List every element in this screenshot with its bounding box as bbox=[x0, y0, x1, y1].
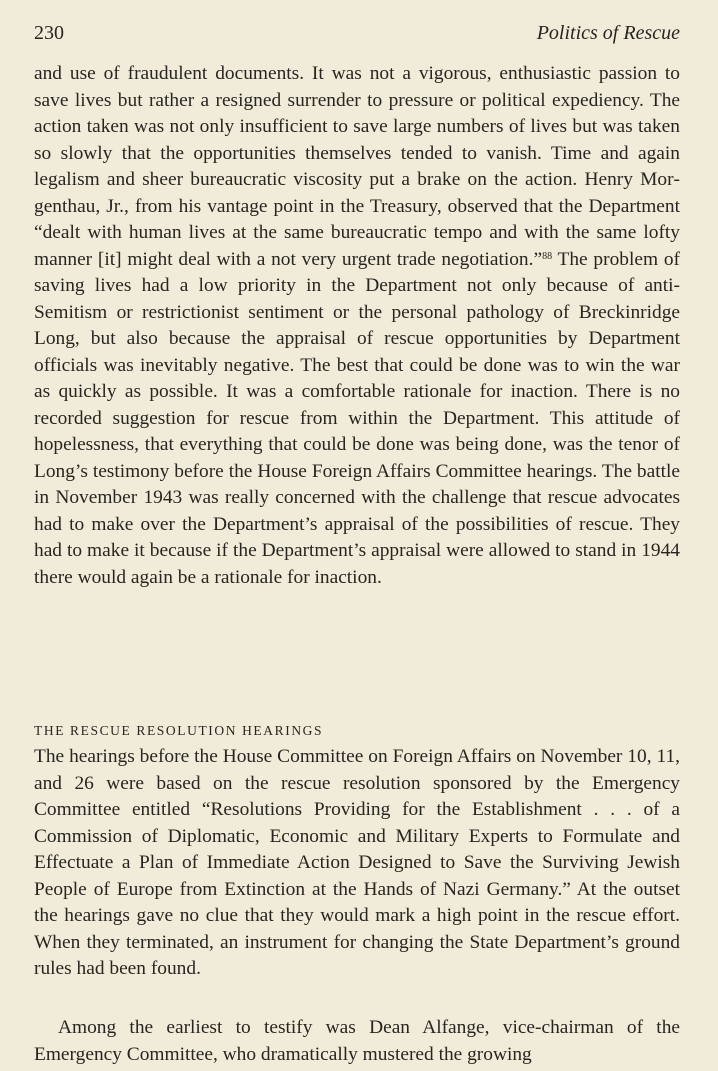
section-heading: THE RESCUE RESOLUTION HEARINGS bbox=[34, 723, 324, 738]
body-paragraph-3: Among the earliest to testify was Dean Alfange, vice-chairman of the Emergency Committee, who dramatically mustered the growing bbox=[34, 1017, 680, 1065]
page-number: 230 bbox=[34, 22, 64, 44]
body-paragraph-2: The hearings before the House Committee on Foreign Affairs on November 10, 11, and 26 were based on the rescue resolution sponsored by the Emergency Committee entitled “Resolutions Providing for the Establishment . . . of a Commission of Diplomatic, Economic and Military Experts to Formulate and Effectuate a Plan of Immediate Action Designed to Save the Surviving Jewish People of Europe from Extinction at the Hands of Nazi Germany.” At the outset the hearings gave no clue that they would mark a high point in the rescue effort. When they terminated, an instrument for changing the State Department’s ground rules had been found. bbox=[34, 746, 680, 979]
running-title: Politics of Rescue bbox=[536, 22, 680, 44]
footnote-reference: 88 bbox=[542, 250, 553, 262]
running-head bbox=[34, 20, 680, 46]
book-page bbox=[34, 0, 680, 1071]
paragraph-1-text-before-ref: and use of fraudulent documents. It was not a vigorous, enthusiastic passion to save lives but rather a resigned surrender to pressure or political expediency. The action taken was not only insufficient to save large numbers of lives but was taken so slowly that the opportunities themselves tended to vanish. Time and again legalism and sheer bureaucratic viscosity put a brake on the action. Henry Morgenthau, Jr., from his vantage point in the Treasury, observed that the Department “dealt with human lives at the same bureaucratic tempo and with the same lofty manner [it] might deal with a not very urgent trade negotiation.” bbox=[34, 63, 680, 270]
paragraph-1-text-after-ref: The problem of saving lives had a low priority in the Department not only because of anti-Semitism or restrictionist sentiment or the personal pathology of Breckinridge Long, but also because the appraisal of rescue opportunities by Department officials was inevitably negative. The best that could be done was to win the war as quickly as possible. It was a comfortable rationale for inaction. There is no recorded suggestion for rescue from within the Department. This attitude of hopelessness, that everything that could be done was being done, was the tenor of Long’s testimony before the House Foreign Affairs Committee hearings. The battle in November 1943 was really concerned with the challenge that rescue advocates had to make over the Department’s appraisal of the possibilities of rescue. They had to make it because if the Department’s appraisal were allowed to stand in 1944 there would again be a rationale for inaction. bbox=[34, 248, 680, 588]
body-paragraph-1 bbox=[34, 61, 680, 591]
